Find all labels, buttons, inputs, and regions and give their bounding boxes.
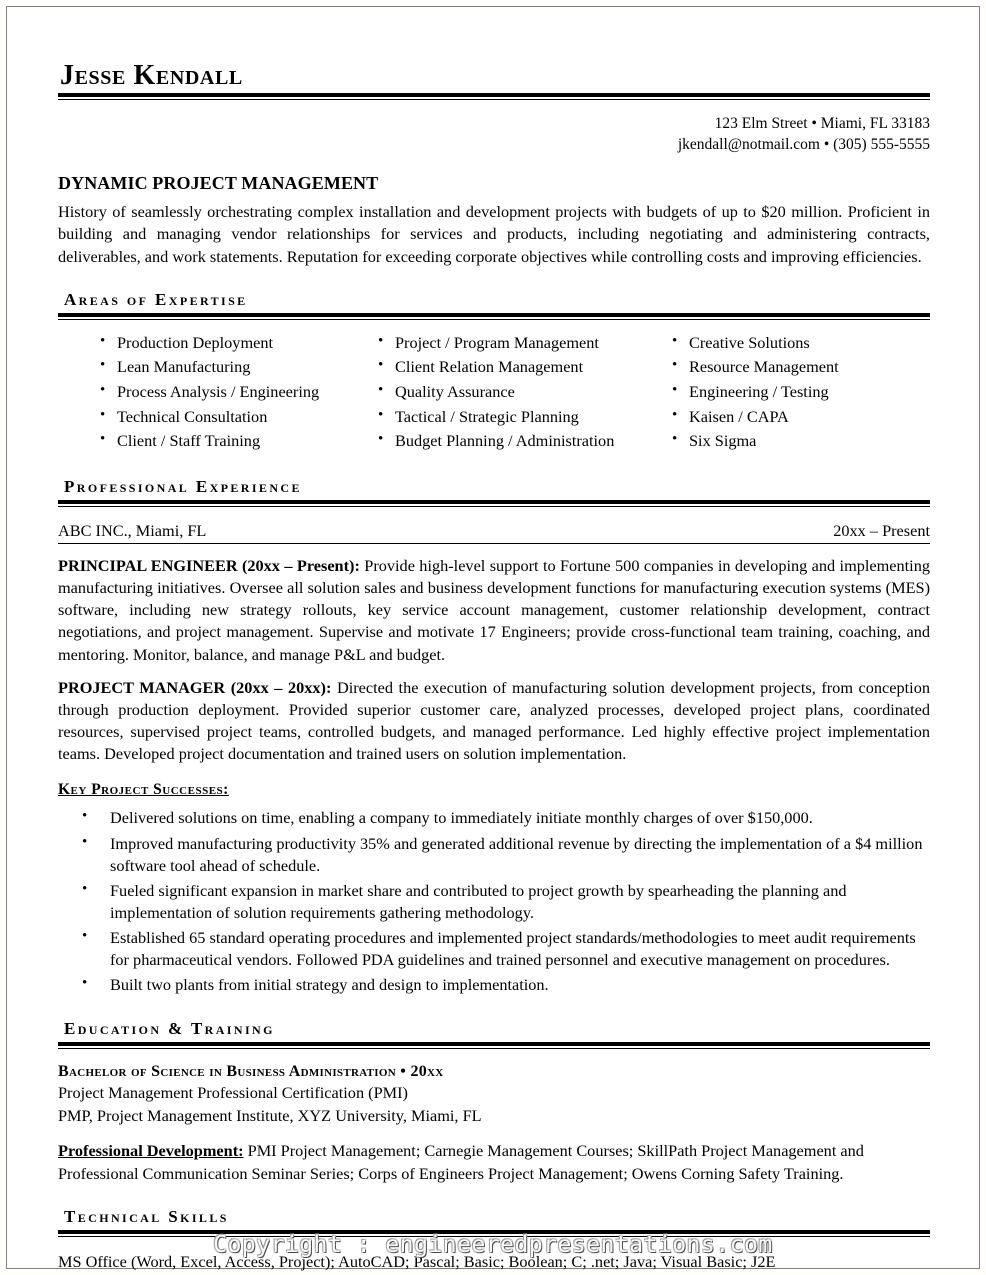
section-professional-experience — [58, 477, 930, 997]
education-degree: Bachelor of Science in Business Administration • 20xx — [58, 1062, 444, 1080]
list-item: • Built two plants from initial strategy and design to implementation. — [58, 974, 930, 996]
section-heading — [58, 1019, 930, 1049]
key-successes-list — [58, 807, 930, 996]
section-heading-label: Areas of Expertise — [64, 289, 248, 309]
headline-title: DYNAMIC PROJECT MANAGEMENT — [58, 173, 379, 194]
list-item: • Six Sigma — [672, 430, 930, 452]
employer-dates: 20xx – Present — [833, 520, 930, 540]
job-entry — [58, 677, 930, 766]
list-item: • Engineering / Testing — [672, 381, 930, 403]
list-item: • Project / Program Management — [378, 332, 636, 354]
list-item: • Creative Solutions — [672, 332, 930, 354]
summary-paragraph: History of seamlessly orchestrating complex installation and development projects with budgets of up to $20 million. Proficient in building and managing vendor relationships for services and products, including negotiating and administering contracts, deliverables, and work statements. Reputation for exceeding corporate objectives while controlling costs and improving efficiencies. — [58, 202, 930, 266]
section-divider — [58, 313, 930, 320]
education-block — [58, 1061, 930, 1186]
section-areas-of-expertise — [58, 290, 930, 455]
expertise-columns — [58, 332, 930, 455]
list-item: • Client / Staff Training — [100, 430, 358, 452]
list-item: • Client Relation Management — [378, 356, 636, 378]
key-successes-heading: Key Project Successes: — [58, 781, 229, 799]
list-item: • Technical Consultation — [100, 406, 358, 428]
professional-development — [58, 1140, 930, 1186]
education-line: Project Management Professional Certification (PMI) — [58, 1083, 408, 1103]
section-heading — [58, 290, 930, 320]
section-divider — [58, 500, 930, 507]
expertise-column — [358, 332, 636, 455]
professional-development-label: Professional Development: — [58, 1140, 244, 1160]
list-item: • Kaisen / CAPA — [672, 406, 930, 428]
list-item: • Tactical / Strategic Planning — [378, 406, 636, 428]
job-title: PRINCIPAL ENGINEER (20xx – Present): — [58, 555, 360, 575]
section-education-training — [58, 1019, 930, 1186]
job-entry — [58, 555, 930, 666]
copyright-watermark: Copyright : engineeredpresentations.com — [213, 1232, 773, 1258]
contact-address: 123 Elm Street • Miami, FL 33183 — [714, 115, 930, 133]
list-item: • Improved manufacturing productivity 35% and generated additional revenue by directing the implementation of a $4 million software tool ahead of schedule. — [58, 833, 930, 877]
list-item: • Resource Management — [672, 356, 930, 378]
section-heading-label: Technical Skills — [64, 1207, 229, 1227]
section-heading-label: Education & Training — [64, 1018, 275, 1038]
contact-email-phone: jkendall@notmail.com • (305) 555-5555 — [677, 136, 930, 154]
employer-divider — [58, 543, 930, 544]
list-item: • Process Analysis / Engineering — [100, 381, 358, 403]
contact-block — [58, 114, 930, 156]
page-title: Jesse Kendall — [60, 60, 243, 91]
education-line: PMP, Project Management Institute, XYZ University, Miami, FL — [58, 1105, 482, 1125]
list-item: • Budget Planning / Administration — [378, 430, 636, 452]
list-item: • Production Deployment — [100, 332, 358, 354]
employer-name: ABC INC., Miami, FL — [58, 520, 207, 540]
professional-development-text: PMI Project Management; Carnegie Management Courses; SkillPath Project Management and Professional Communication Seminar Series; Corps of Engineers Project Management; Owens Corning Safety Training. — [58, 1140, 864, 1183]
job-description: Directed the execution of manufacturing solution development projects, from conception through production deployment. Provided superior customer care, analyzed processes, developed project plans, coordinated resources, supervised project teams, controlled budgets, and managed performance. Led highly effective project implementation teams. Developed project documentation and trained users on solution implementation. — [58, 677, 930, 764]
section-heading — [58, 477, 930, 507]
expertise-column — [636, 332, 930, 455]
job-description: Provide high-level support to Fortune 500 companies in developing and implementing manufacturing initiatives. Oversee all solution sales and business development functions for manufacturing execution systems (MES) software, including new strategy rollouts, key service account management, customer relationship development, contract negotiations, and project management. Supervise and motivate 17 Engineers; provide cross-functional team training, coaching, and mentoring. Monitor, balance, and manage P&L and budget. — [58, 555, 930, 664]
job-title: PROJECT MANAGER (20xx – 20xx): — [58, 677, 332, 697]
list-item: • Lean Manufacturing — [100, 356, 358, 378]
list-item: • Delivered solutions on time, enabling a company to immediately initiate monthly charges of over $150,000. — [58, 807, 930, 829]
list-item: • Quality Assurance — [378, 381, 636, 403]
section-divider — [58, 1042, 930, 1049]
resume-content — [58, 1, 930, 1273]
resume-header — [58, 1, 930, 100]
technical-skills-text: MS Office (Word, Excel, Access, Project); AutoCAD; Pascal; Basic; Boolean; C; .net; Java; Visual Basic; J2E — [58, 1252, 776, 1272]
expertise-column — [58, 332, 358, 455]
employer-row — [58, 521, 930, 541]
header-divider — [58, 93, 930, 100]
list-item: • Established 65 standard operating procedures and implemented project standards/methodologies to meet audit requirements for pharmaceutical vendors. Followed PDA guidelines and trained personnel and executive management on procedures. — [58, 927, 930, 971]
section-heading-label: Professional Experience — [64, 476, 302, 496]
list-item: • Fueled significant expansion in market share and contributed to project growth by spearheading the planning and implementation of solution requirements gathering methodology. — [58, 880, 930, 924]
